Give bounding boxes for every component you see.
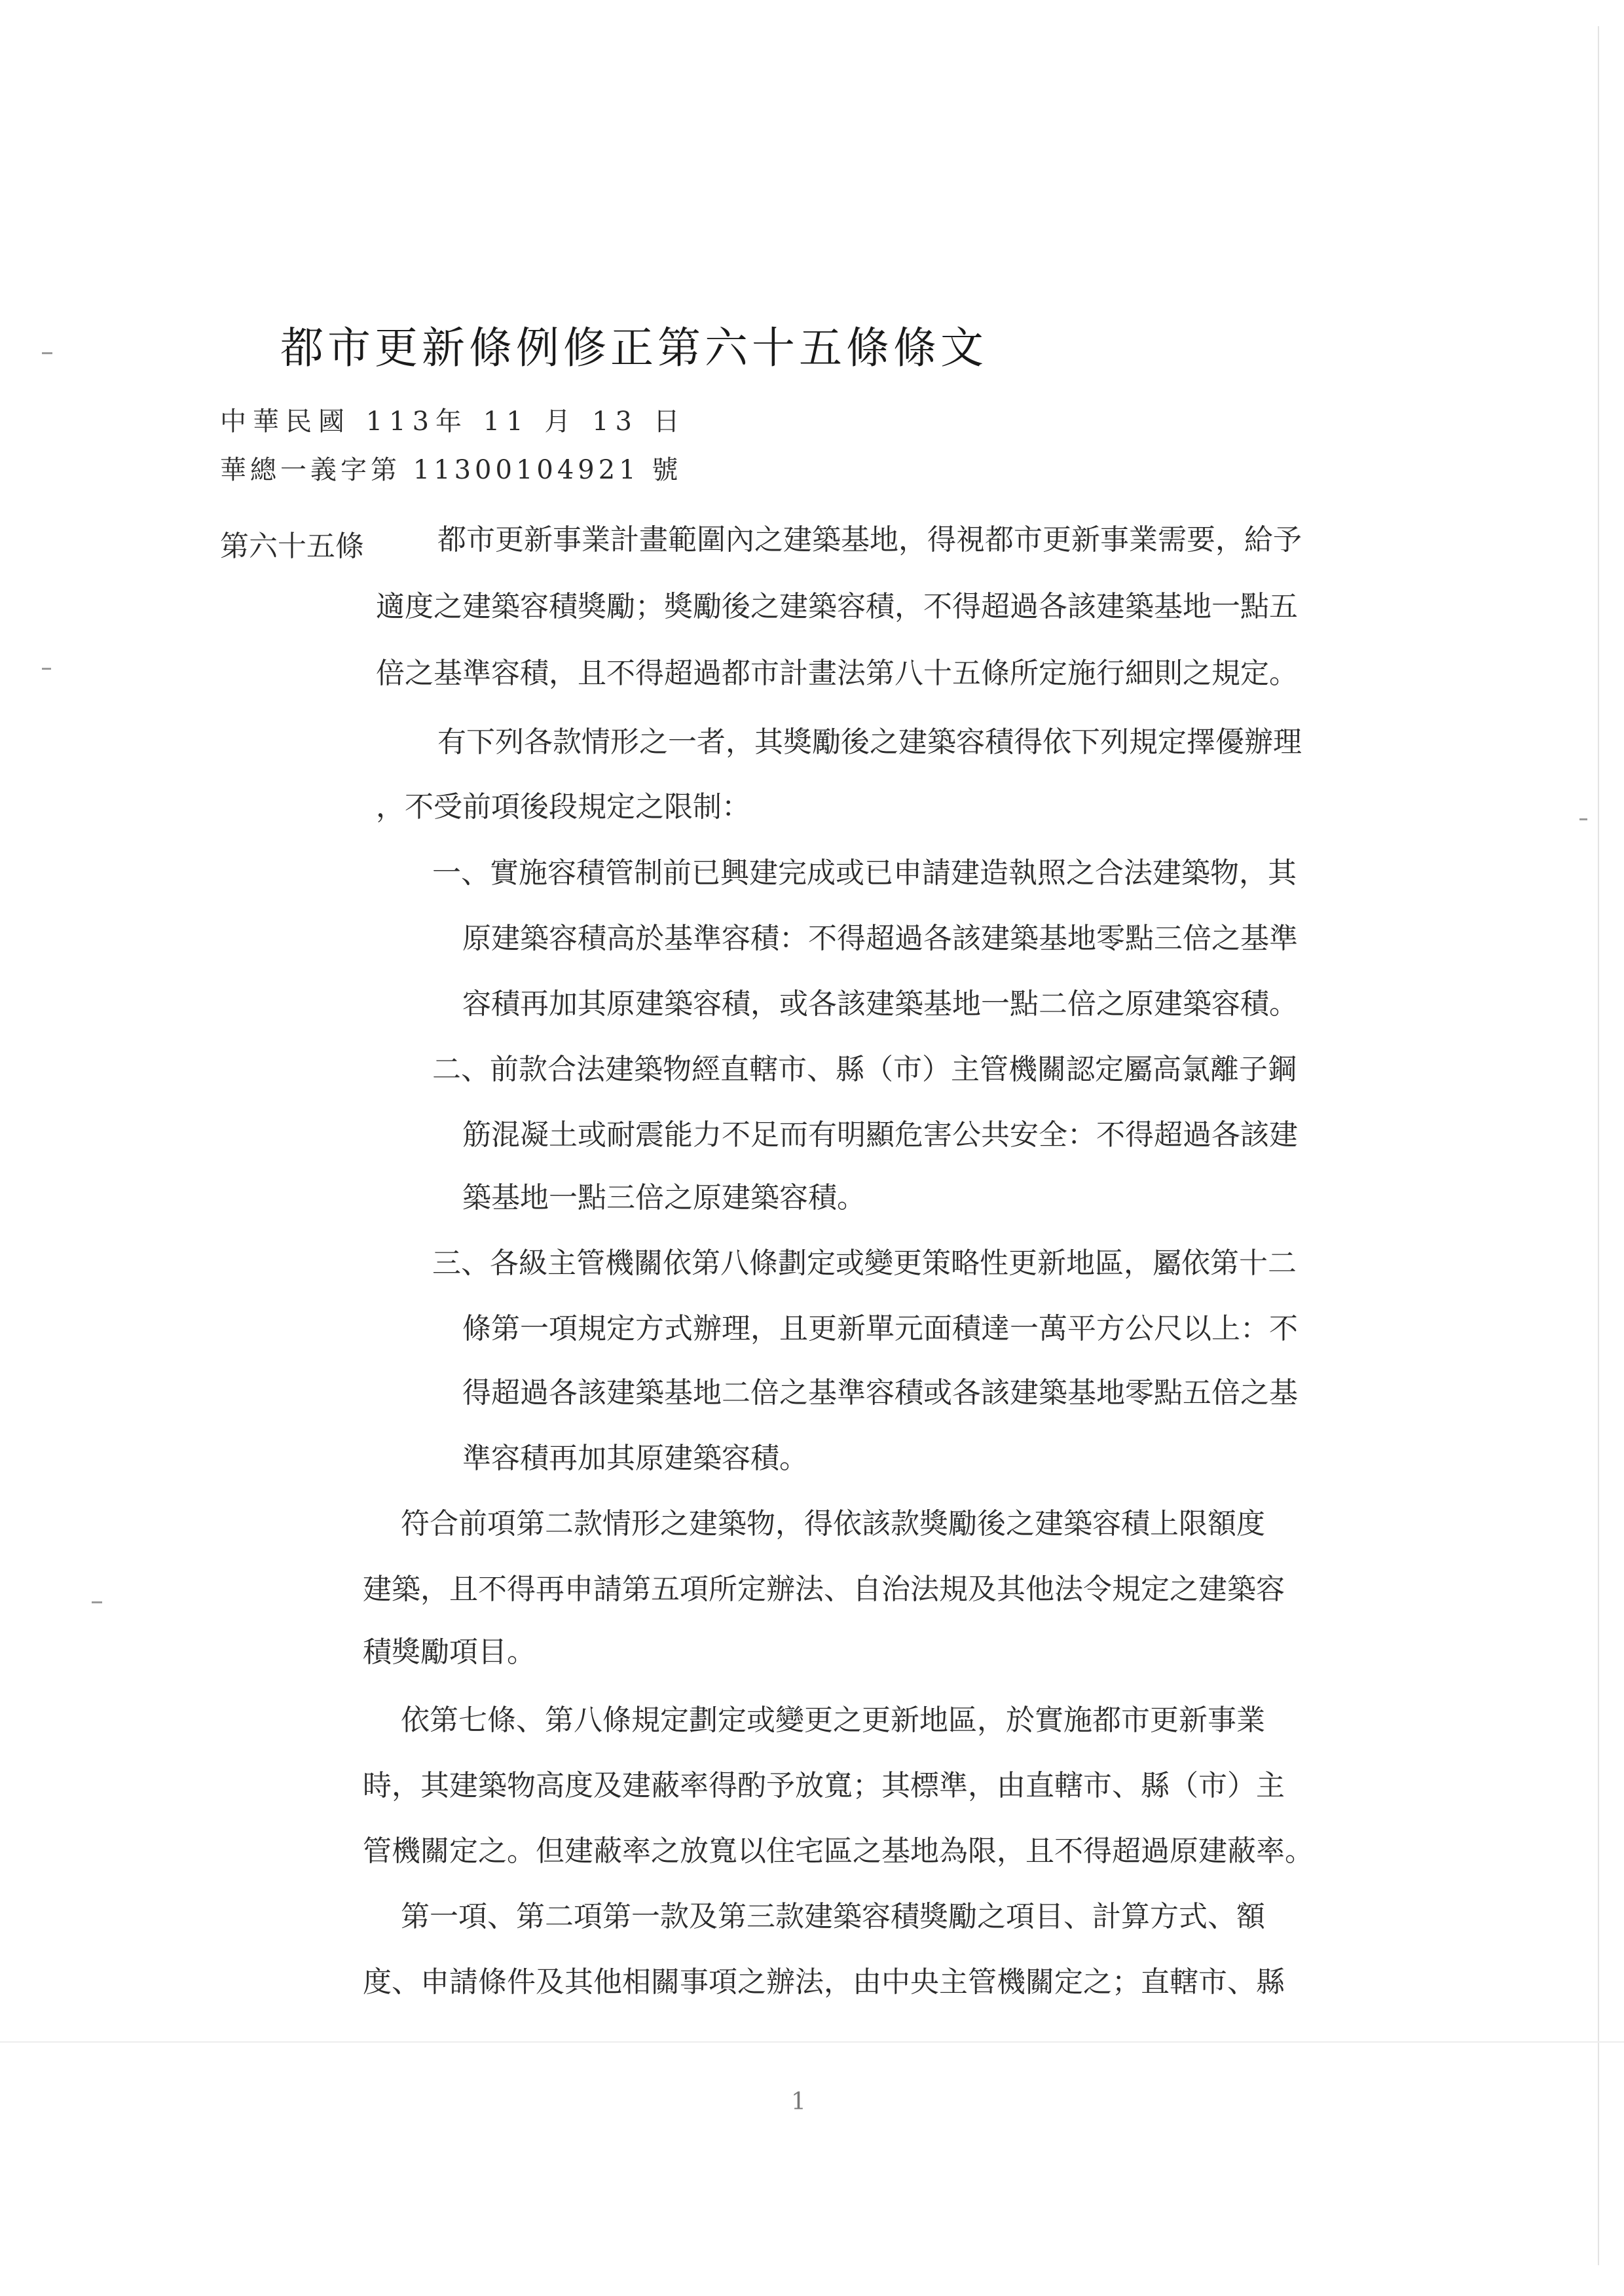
article-text-line: 適度之建築容積獎勵；獎勵後之建築容積，不得超過各該建築基地一點五 — [376, 590, 1298, 623]
article-text-line: 有下列各款情形之一者，其獎勵後之建築容積得依下列規定擇優辦理 — [437, 725, 1302, 759]
article-text-line: 築基地一點三倍之原建築容積。 — [462, 1181, 866, 1214]
article-text-line: 管機關定之。但建蔽率之放寬以住宅區之基地為限，且不得超過原建蔽率。 — [363, 1834, 1314, 1868]
article-text-line: 得超過各該建築基地二倍之基準容積或各該建築基地零點五倍之基 — [462, 1376, 1298, 1410]
article-text-line: 都市更新事業計畫範圍內之建築基地，得視都市更新事業需要，給予 — [437, 523, 1302, 556]
article-text-line: 建築，且不得再申請第五項所定辦法、自治法規及其他法令規定之建築容 — [363, 1573, 1285, 1606]
article-text-line: ，不受前項後段規定之限制： — [376, 790, 750, 824]
page-number: 1 — [791, 2088, 806, 2115]
page-title: 都市更新條例修正第六十五條條文 — [280, 323, 987, 373]
article-text-line: 倍之基準容積，且不得超過都市計畫法第八十五條所定施行細則之規定。 — [376, 657, 1298, 690]
article-text-line: 一、實施容積管制前已興建完成或已申請建造執照之合法建築物，其 — [432, 856, 1297, 890]
article-text-line: 筋混凝土或耐震能力不足而有明顯危害公共安全：不得超過各該建 — [462, 1118, 1298, 1152]
article-text-line: 第一項、第二項第一款及第三款建築容積獎勵之項目、計算方式、額 — [401, 1900, 1265, 1933]
scan-mark — [92, 1601, 102, 1603]
article-text-line: 時，其建築物高度及建蔽率得酌予放寬；其標準，由直轄市、縣（市）主 — [363, 1769, 1285, 1802]
article-label: 第六十五條 — [220, 530, 364, 563]
article-text-line: 條第一項規定方式辦理，且更新單元面積達一萬平方公尺以上：不 — [462, 1312, 1298, 1345]
article-text-line: 容積再加其原建築容積，或各該建築基地一點二倍之原建築容積。 — [462, 987, 1298, 1021]
promulgation-date: 中華民國 113年 11 月 13 日 — [220, 407, 686, 437]
scan-mark — [1579, 818, 1587, 820]
scan-mark — [42, 668, 51, 670]
scan-mark — [42, 352, 52, 354]
scan-edge-right — [1598, 26, 1599, 2265]
article-text-line: 三、各級主管機關依第八條劃定或變更策略性更新地區，屬依第十二 — [432, 1247, 1297, 1280]
article-text-line: 二、前款合法建築物經直轄市、縣（市）主管機關認定屬高氯離子鋼 — [432, 1053, 1297, 1086]
scan-edge-bottom — [0, 2041, 1624, 2043]
article-text-line: 依第七條、第八條規定劃定或變更之更新地區，於實施都市更新事業 — [401, 1704, 1265, 1737]
article-text-line: 準容積再加其原建築容積。 — [462, 1442, 808, 1475]
document-number: 華總一義字第 11300104921 號 — [220, 455, 682, 485]
article-text-line: 度、申請條件及其他相關事項之辦法，由中央主管機關定之；直轄市、縣 — [363, 1965, 1285, 1999]
article-text-line: 原建築容積高於基準容積：不得超過各該建築基地零點三倍之基準 — [462, 922, 1298, 955]
article-text-line: 符合前項第二款情形之建築物，得依該款獎勵後之建築容積上限額度 — [401, 1507, 1265, 1540]
article-text-line: 積獎勵項目。 — [363, 1635, 536, 1669]
